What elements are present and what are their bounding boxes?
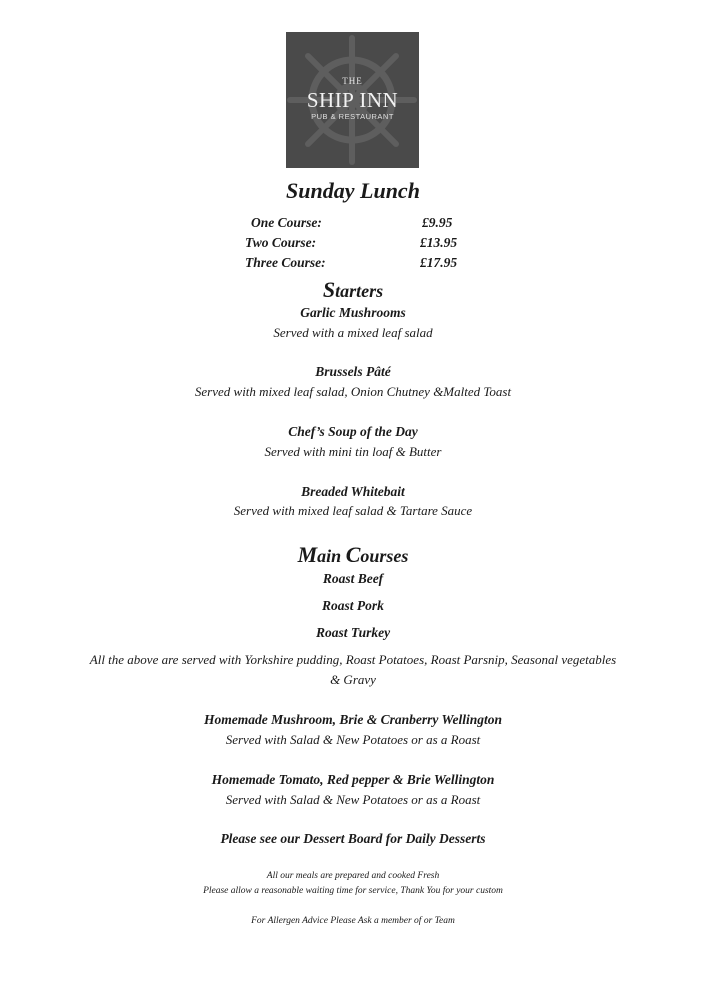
roast-item: Roast Beef bbox=[322, 571, 384, 586]
price-value-one: £9.95 bbox=[422, 215, 453, 230]
starter-name: Brussels Pâté bbox=[315, 364, 391, 379]
ship-inn-logo bbox=[286, 32, 419, 168]
starters-heading bbox=[0, 277, 706, 303]
starter-desc: Served with mixed leaf salad, Onion Chutney &Malted Toast bbox=[194, 384, 512, 399]
starter-desc: Served with mixed leaf salad & Tartare Sauce bbox=[233, 503, 473, 518]
roast-note-line-1: All the above are served with Yorkshire pudding, Roast Potatoes, Roast Parsnip, Seasonal vegetables bbox=[89, 652, 617, 667]
footer-line-2: Please allow a reasonable waiting time for service, Thank You for your custom bbox=[203, 886, 503, 896]
price-label-two: Two Course: bbox=[245, 235, 317, 250]
roast-item: Roast Pork bbox=[322, 598, 384, 613]
wellington-name: Homemade Tomato, Red pepper & Brie Wellington bbox=[211, 772, 495, 787]
starters-heading-rest: tarters bbox=[335, 281, 384, 301]
wellington-desc: Served with Salad & New Potatoes or as a Roast bbox=[225, 732, 481, 747]
starter-desc: Served with mini tin loaf & Butter bbox=[264, 444, 442, 459]
price-value-three: £17.95 bbox=[420, 255, 458, 270]
wellington-desc: Served with Salad & New Potatoes or as a Roast bbox=[225, 792, 481, 807]
logo-name: SHIP INN bbox=[306, 88, 399, 112]
wellington-name: Homemade Mushroom, Brie & Cranberry Wellington bbox=[203, 712, 503, 727]
logo-the: THE bbox=[342, 76, 363, 86]
price-label-three: Three Course: bbox=[245, 255, 326, 270]
starter-name: Garlic Mushrooms bbox=[300, 305, 406, 320]
page-title: Sunday Lunch bbox=[286, 178, 420, 203]
dessert-note: Please see our Dessert Board for Daily Desserts bbox=[220, 831, 486, 846]
starter-desc: Served with a mixed leaf salad bbox=[273, 325, 433, 340]
logo-subtitle: PUB & RESTAURANT bbox=[311, 112, 394, 121]
starter-name: Breaded Whitebait bbox=[301, 484, 405, 499]
footer-line-1: All our meals are prepared and cooked Fresh bbox=[266, 871, 440, 881]
price-label-one: One Course: bbox=[251, 215, 322, 230]
mains-heading-initial-m: M bbox=[297, 542, 318, 567]
mains-heading bbox=[0, 542, 706, 568]
mains-heading-initial-c: C bbox=[345, 542, 361, 567]
mains-heading-ain: ain bbox=[317, 546, 346, 566]
roast-note-line-2: & Gravy bbox=[330, 672, 376, 687]
footer-line-3: For Allergen Advice Please Ask a member of or Team bbox=[251, 916, 455, 926]
price-value-two: £13.95 bbox=[420, 235, 458, 250]
starter-name: Chef’s Soup of the Day bbox=[288, 424, 418, 439]
mains-heading-ourses: ourses bbox=[360, 546, 409, 566]
starters-heading-initial: S bbox=[322, 277, 336, 302]
roast-item: Roast Turkey bbox=[315, 625, 391, 640]
